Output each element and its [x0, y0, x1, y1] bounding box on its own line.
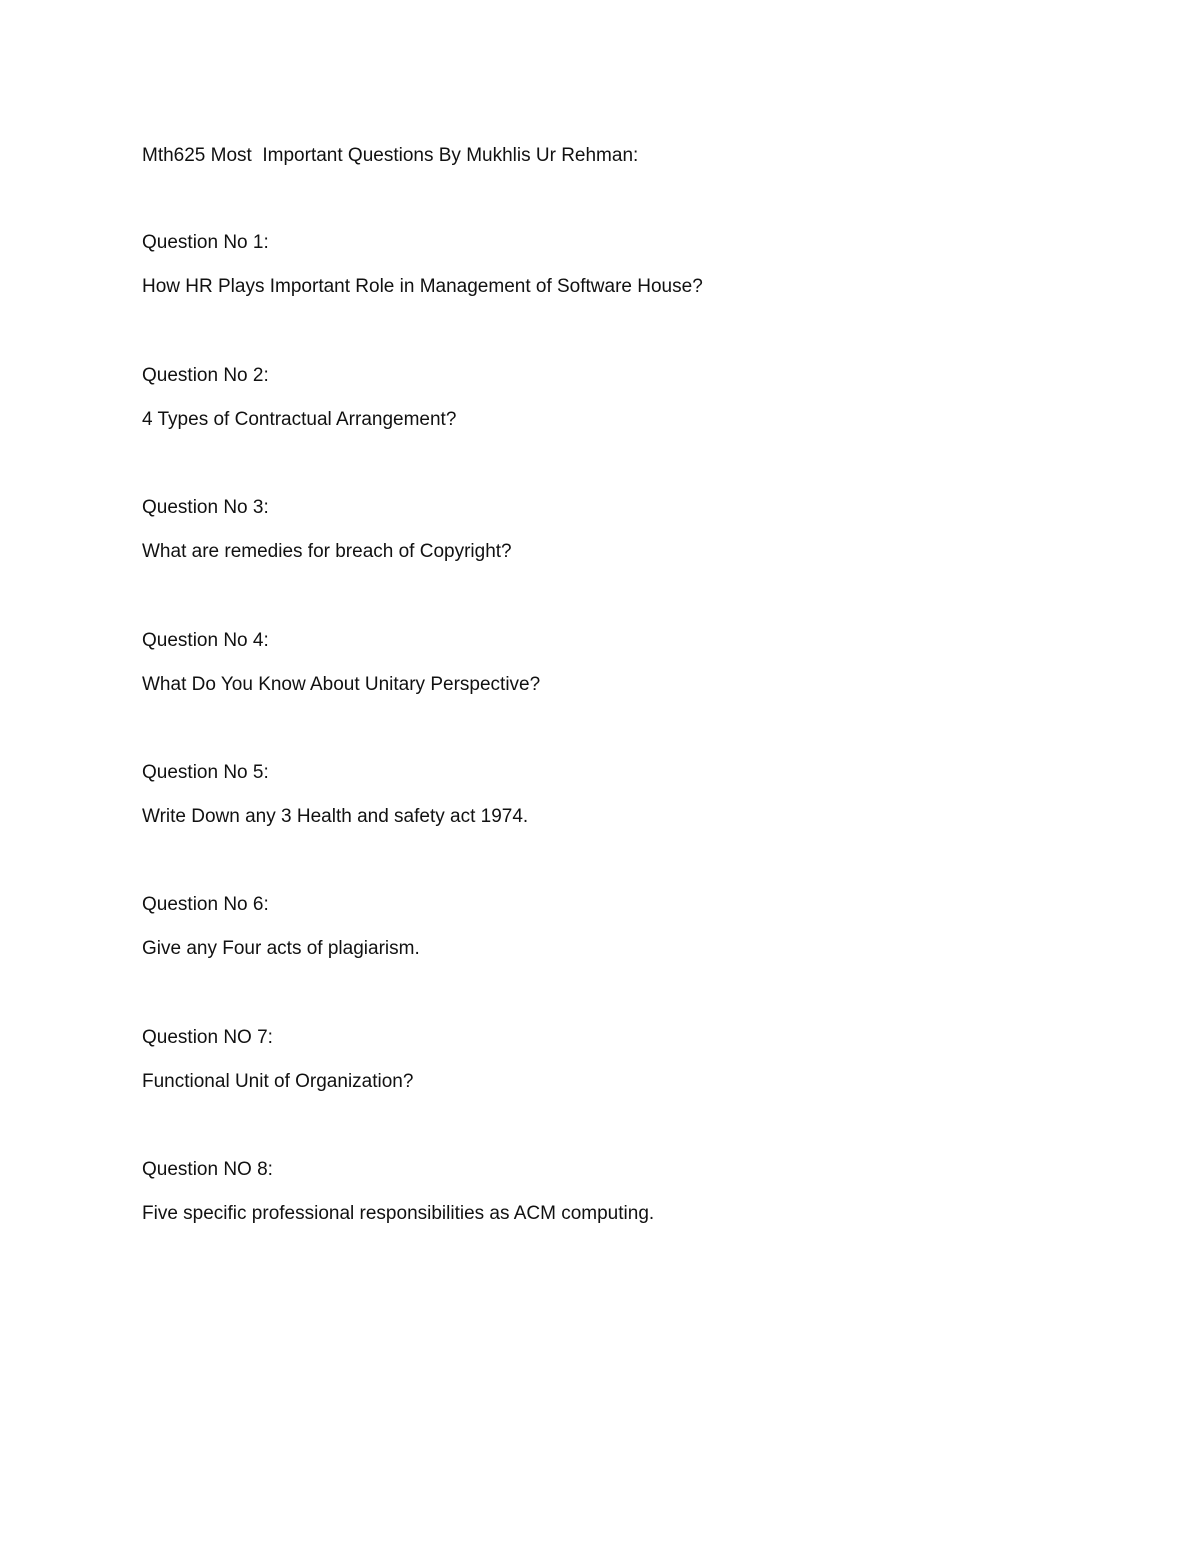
question-label: Question NO 8:	[142, 1159, 273, 1180]
question-item	[142, 230, 1142, 300]
question-item	[142, 892, 1142, 962]
question-label: Question No 4:	[142, 630, 269, 651]
question-text: How HR Plays Important Role in Management of Software House?	[142, 276, 703, 297]
question-item	[142, 1025, 1142, 1095]
question-text: Functional Unit of Organization?	[142, 1071, 414, 1092]
question-text: What are remedies for breach of Copyright?	[142, 541, 512, 562]
question-item	[142, 628, 1142, 698]
question-item	[142, 363, 1142, 433]
question-text: Write Down any 3 Health and safety act 1974.	[142, 806, 529, 827]
question-text: Give any Four acts of plagiarism.	[142, 938, 420, 959]
question-label: Question No 1:	[142, 232, 269, 253]
document-title: Mth625 Most Important Questions By Mukhlis Ur Rehman:	[142, 145, 639, 166]
question-item	[142, 495, 1142, 565]
question-label: Question No 2:	[142, 365, 269, 386]
question-text: Five specific professional responsibilities as ACM computing.	[142, 1203, 655, 1224]
question-label: Question No 5:	[142, 762, 269, 783]
question-label: Question No 3:	[142, 497, 269, 518]
question-item	[142, 1157, 1142, 1227]
question-label: Question No 6:	[142, 894, 269, 915]
question-text: What Do You Know About Unitary Perspective?	[142, 674, 541, 695]
question-item	[142, 760, 1142, 830]
question-text: 4 Types of Contractual Arrangement?	[142, 409, 457, 430]
question-label: Question NO 7:	[142, 1027, 273, 1048]
